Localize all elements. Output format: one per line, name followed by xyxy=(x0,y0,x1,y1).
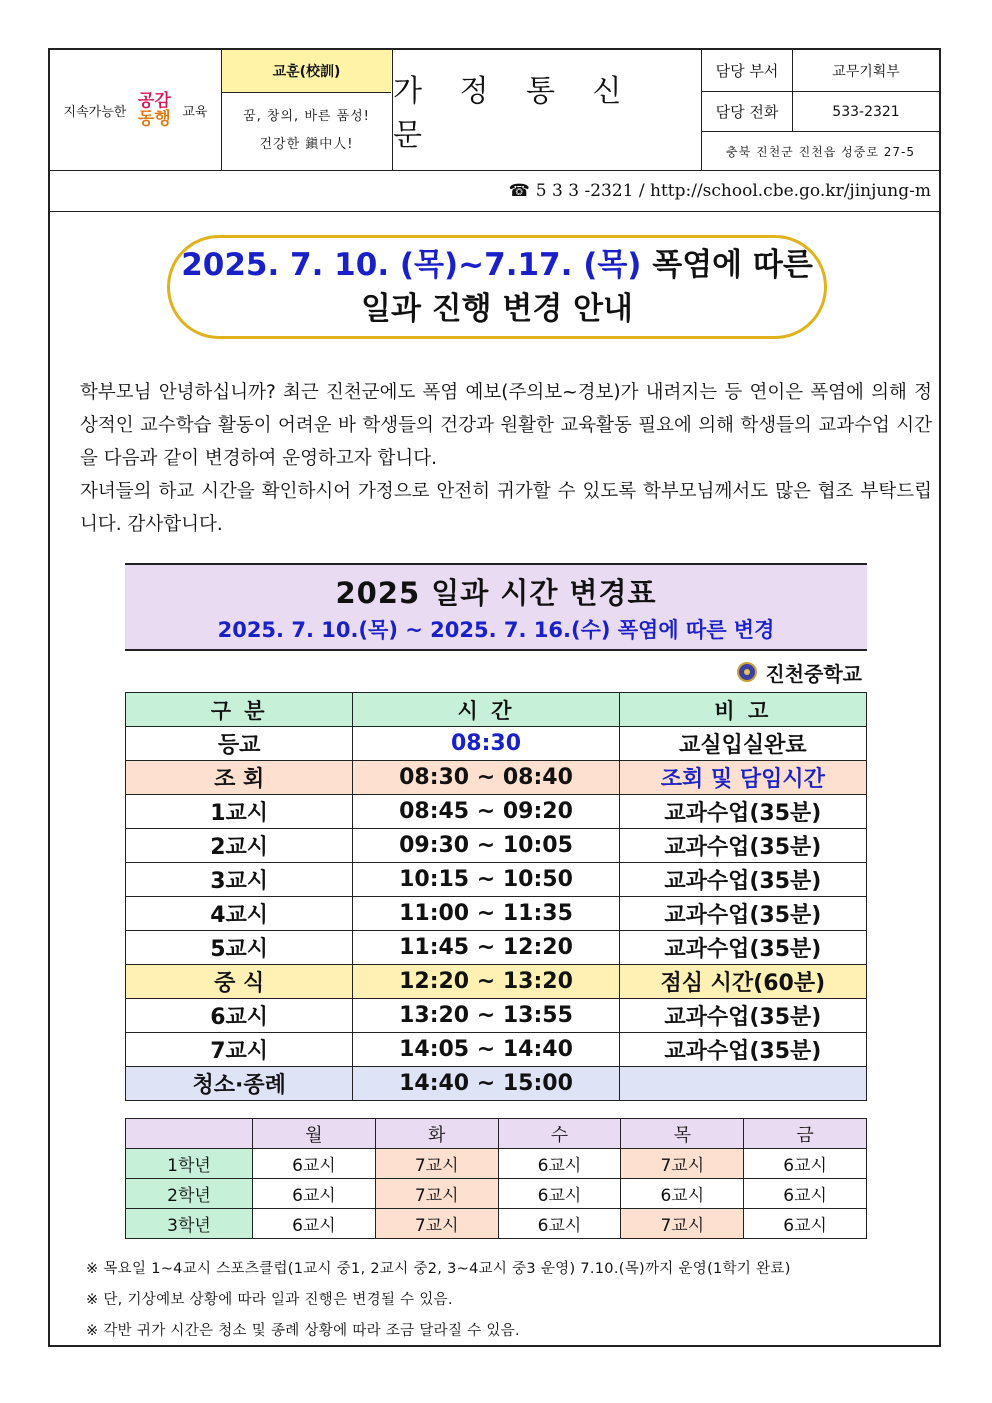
header xyxy=(50,50,939,171)
motto-line: 꿈, 창의, 바른 품성! xyxy=(243,109,370,124)
table-header-row xyxy=(126,693,867,727)
schedule-subtitle: 2025. 7. 10.(목) ~ 2025. 7. 16.(수) 폭염에 따른 변경 xyxy=(217,618,775,642)
contact-text: 5 3 3 -2321 / http://school.cbe.go.kr/jinjung-m xyxy=(535,180,931,201)
period-note: 교실입실완료 xyxy=(619,727,866,761)
table-row xyxy=(126,863,867,897)
grade-cell: 6교시 xyxy=(744,1149,867,1179)
period-time: 11:45 ~ 12:20 xyxy=(353,931,619,965)
schedule-table xyxy=(125,692,867,1101)
document-frame xyxy=(48,48,941,1347)
day-header: 월 xyxy=(253,1119,376,1149)
table-row xyxy=(126,999,867,1033)
table-row xyxy=(126,931,867,965)
contact-line xyxy=(50,170,939,212)
table-row xyxy=(126,1149,867,1179)
period-time: 08:30 ~ 08:40 xyxy=(353,761,619,795)
period-time: 13:20 ~ 13:55 xyxy=(353,999,619,1033)
grade-cell: 6교시 xyxy=(621,1179,744,1209)
grade-cell: 6교시 xyxy=(498,1209,621,1239)
day-header: 금 xyxy=(744,1119,867,1149)
table-row xyxy=(126,1033,867,1067)
header-cell xyxy=(126,1119,253,1149)
period-time: 11:00 ~ 11:35 xyxy=(353,897,619,931)
header-cell: 구 분 xyxy=(126,693,353,727)
period-label: 4교시 xyxy=(126,897,353,931)
period-note: 교과수업(35분) xyxy=(619,795,866,829)
school-motto xyxy=(222,50,393,170)
table-row xyxy=(126,965,867,999)
notice-title xyxy=(167,235,827,339)
period-label: 6교시 xyxy=(126,999,353,1033)
motto-title: 교훈(校訓) xyxy=(222,50,391,93)
period-note: 교과수업(35분) xyxy=(619,931,866,965)
grade-cell: 7교시 xyxy=(375,1209,498,1239)
footnotes xyxy=(86,1254,936,1347)
motto-line: 건강한 鎭中人! xyxy=(259,137,354,152)
grade-cell: 6교시 xyxy=(253,1209,376,1239)
period-label: 조 회 xyxy=(126,761,353,795)
header-cell: 비 고 xyxy=(619,693,866,727)
period-note xyxy=(619,1067,866,1101)
period-label: 중 식 xyxy=(126,965,353,999)
table-row xyxy=(126,761,867,795)
table-row xyxy=(126,727,867,761)
footnote: ※ 목요일 1~4교시 스포츠클럽(1교시 중1, 2교시 중2, 3~4교시 중3 운영) 7.10.(목)까지 운영(1학기 완료) xyxy=(86,1261,791,1277)
period-time: 08:30 xyxy=(353,727,619,761)
notice-title-part: 폭염에 따른 xyxy=(641,247,813,283)
document-title: 가 정 통 신 문 xyxy=(393,50,702,170)
period-note: 점심 시간(60분) xyxy=(619,965,866,999)
table-row xyxy=(126,829,867,863)
phone-icon: ☎ xyxy=(508,180,530,201)
period-time: 08:45 ~ 09:20 xyxy=(353,795,619,829)
table-row xyxy=(126,1179,867,1209)
school-emblem-icon xyxy=(737,662,757,682)
dept-value: 교무기획부 xyxy=(832,63,900,80)
motto-text xyxy=(222,92,391,170)
grade-cell: 6교시 xyxy=(498,1149,621,1179)
table-header-row xyxy=(126,1119,867,1149)
footnote: ※ 각반 귀가 시간은 청소 및 종례 상황에 따라 조금 달라질 수 있음. xyxy=(86,1323,520,1339)
grade-cell: 6교시 xyxy=(498,1179,621,1209)
phone-label: 담당 전화 xyxy=(702,92,793,131)
grade-cell: 7교시 xyxy=(375,1149,498,1179)
schedule-title: 2025 일과 시간 변경표 xyxy=(335,576,657,610)
schedule-title-box xyxy=(125,563,867,651)
period-time: 14:40 ~ 15:00 xyxy=(353,1067,619,1101)
period-note: 교과수업(35분) xyxy=(619,863,866,897)
grade-label: 2학년 xyxy=(126,1179,253,1209)
body-paragraph: 자녀들의 하교 시간을 확인하시어 가정으로 안전히 귀가할 수 있도록 학부모님께서도 많은 협조 부탁드립니다. 감사합니다. xyxy=(80,481,932,535)
body-text xyxy=(62,376,932,541)
day-header: 수 xyxy=(498,1119,621,1149)
day-header: 목 xyxy=(621,1119,744,1149)
period-label: 7교시 xyxy=(126,1033,353,1067)
logo-text-mid1: 공감 xyxy=(137,91,171,111)
grade-cell: 6교시 xyxy=(253,1179,376,1209)
body-paragraph: 학부모님 안녕하십니까? 최근 진천군에도 폭염 예보(주의보~경보)가 내려지는 등 연이은 폭염에 의해 정상적인 교수학습 활동이 어려운 바 학생들의 건강과 원활한 교육활동 필요에 의해 학생들의 교과수업 시간을 다음과 같이 변경하여 운영하고자 합니다. xyxy=(80,382,932,469)
phone-value: 533-2321 xyxy=(832,103,900,120)
grade-label: 1학년 xyxy=(126,1149,253,1179)
table-row xyxy=(126,1209,867,1239)
period-note: 교과수업(35분) xyxy=(619,897,866,931)
period-label: 2교시 xyxy=(126,829,353,863)
header-cell: 시 간 xyxy=(353,693,619,727)
period-note: 교과수업(35분) xyxy=(619,829,866,863)
logo-emblem xyxy=(132,80,176,140)
period-label: 청소·종례 xyxy=(126,1067,353,1101)
period-note: 교과수업(35분) xyxy=(619,999,866,1033)
education-logo xyxy=(50,50,222,170)
period-label: 3교시 xyxy=(126,863,353,897)
contact-info-table xyxy=(702,50,939,170)
grade-label: 3학년 xyxy=(126,1209,253,1239)
period-time: 14:05 ~ 14:40 xyxy=(353,1033,619,1067)
logo-text-right: 교육 xyxy=(182,104,208,120)
period-time: 12:20 ~ 13:20 xyxy=(353,965,619,999)
period-time: 10:15 ~ 10:50 xyxy=(353,863,619,897)
grade-cell: 6교시 xyxy=(744,1209,867,1239)
school-address: 충북 진천군 진천읍 성중로 27-5 xyxy=(725,144,915,159)
school-name-text: 진천중학교 xyxy=(765,661,862,686)
grade-cell: 7교시 xyxy=(621,1209,744,1239)
table-row xyxy=(126,795,867,829)
period-time: 09:30 ~ 10:05 xyxy=(353,829,619,863)
grade-schedule-table xyxy=(125,1118,867,1239)
notice-title-line2: 일과 진행 변경 안내 xyxy=(361,291,633,327)
logo-text-mid2: 동행 xyxy=(137,109,171,129)
grade-cell: 6교시 xyxy=(253,1149,376,1179)
school-name xyxy=(610,655,862,689)
day-header: 화 xyxy=(375,1119,498,1149)
period-note: 교과수업(35분) xyxy=(619,1033,866,1067)
footnote: ※ 단, 기상예보 상황에 따라 일과 진행은 변경될 수 있음. xyxy=(86,1292,453,1308)
logo-text-left: 지속가능한 xyxy=(63,104,127,120)
table-row xyxy=(126,1067,867,1101)
period-note: 조회 및 담임시간 xyxy=(619,761,866,795)
grade-cell: 7교시 xyxy=(375,1179,498,1209)
period-label: 등교 xyxy=(126,727,353,761)
dept-label: 담당 부서 xyxy=(702,50,793,91)
grade-cell: 7교시 xyxy=(621,1149,744,1179)
grade-cell: 6교시 xyxy=(744,1179,867,1209)
table-row xyxy=(126,897,867,931)
period-label: 5교시 xyxy=(126,931,353,965)
notice-date-range: 2025. 7. 10. (목)~7.17. (목) xyxy=(181,247,642,283)
period-label: 1교시 xyxy=(126,795,353,829)
